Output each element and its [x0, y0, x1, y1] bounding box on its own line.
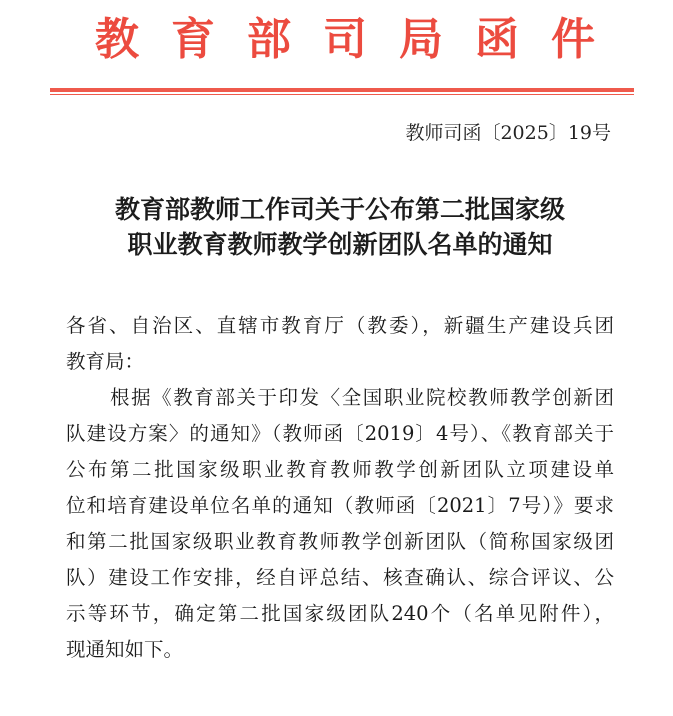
body-line: 根据《教育部关于印发〈全国职业院校教师教学创新团 — [110, 386, 614, 409]
body-line: 教育局： — [66, 350, 145, 373]
document-title-line: 教育部教师工作司关于公布第二批国家级 — [114, 195, 565, 224]
letterhead-char: 局 — [399, 14, 443, 65]
letterhead-char: 教 — [95, 14, 139, 65]
body-line: 现通知如下。 — [66, 638, 184, 661]
body-line: 和第二批国家级职业教育教师教学创新团队（简称国家级团 — [66, 530, 614, 553]
letterhead-char: 育 — [171, 14, 215, 65]
body-line: 位和培育建设单位名单的通知（教师函〔2021〕7号）》要求 — [66, 494, 614, 517]
document-title-line: 职业教育教师教学创新团队名单的通知 — [127, 230, 553, 259]
letterhead-divider-thin — [50, 94, 634, 95]
letterhead-char: 司 — [323, 14, 367, 65]
letterhead-title — [95, 14, 595, 66]
body-line: 队）建设工作安排，经自评总结、核查确认、综合评议、公 — [66, 566, 614, 589]
body-line: 示等环节，确定第二批国家级团队240个（名单见附件）， — [66, 602, 614, 625]
body-line: 公布第二批国家级职业教育教师教学创新团队立项建设单 — [66, 458, 614, 481]
document-body — [66, 308, 614, 668]
letterhead-char: 部 — [247, 14, 291, 65]
letterhead-char: 件 — [551, 14, 595, 65]
body-line: 各省、自治区、直辖市教育厅（教委），新疆生产建设兵团 — [66, 314, 614, 337]
letterhead-divider-thick — [50, 88, 634, 92]
document-number: 教师司函〔2025〕19号 — [405, 122, 611, 144]
body-line: 队建设方案〉的通知》（教师函〔2019〕4号）、《教育部关于 — [66, 422, 614, 445]
letterhead-char: 函 — [475, 14, 519, 65]
